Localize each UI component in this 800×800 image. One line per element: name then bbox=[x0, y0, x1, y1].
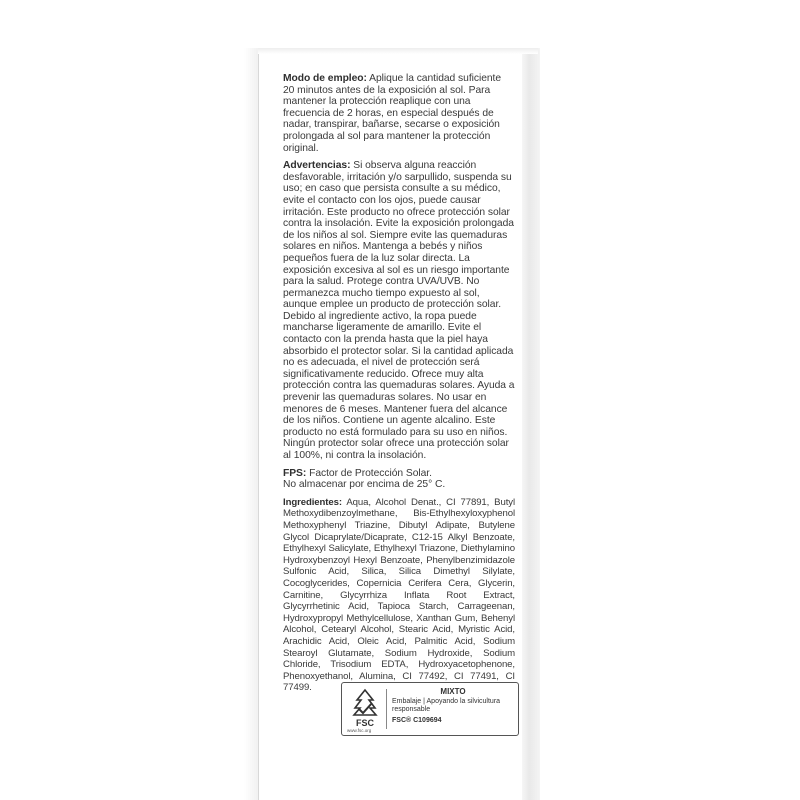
box-right-edge bbox=[522, 48, 540, 800]
fps-paragraph bbox=[283, 468, 515, 491]
fsc-logo-text: FSC bbox=[356, 718, 374, 728]
fsc-divider bbox=[386, 689, 387, 729]
fps-label: FPS: bbox=[283, 467, 307, 479]
box-top-edge bbox=[258, 48, 538, 54]
warnings-paragraph bbox=[283, 160, 515, 461]
storage-text: No almacenar por encima de 25° C. bbox=[283, 479, 446, 491]
ingredients-label: Ingredientes: bbox=[283, 496, 342, 508]
instructions-text: Aplique la cantidad suficiente 20 minutos antes de la exposición al sol. Para mantener la protección reaplique con una frecuencia de 2 horas, en especial después de nadar, transpirar, bañarse, secarse o exposición prolongada al sol para mantener la protección original. bbox=[283, 73, 502, 154]
fsc-certification-badge bbox=[341, 682, 519, 736]
fsc-url: www.fsc.org bbox=[347, 728, 372, 733]
label-copy bbox=[283, 73, 515, 700]
instructions-paragraph bbox=[283, 73, 515, 154]
instructions-label: Modo de empleo: bbox=[283, 73, 367, 84]
fsc-tree-checkmark-icon bbox=[348, 687, 382, 729]
fps-text: Factor de Protección Solar. bbox=[309, 467, 432, 479]
ingredients-paragraph bbox=[283, 497, 515, 694]
fsc-description: Embalaje | Apoyando la silvicultura responsable bbox=[392, 698, 501, 713]
warnings-text: Si observa alguna reacción desfavorable, irritación y/o sarpullido, suspenda su uso; en caso que persista consulte a su médico, evite el contacto con los ojos, puede causar irritación. Este producto no ofrece protección solar contra la insolación. Evite la exposición prolongada de los niños al sol. Siempre evite las quemaduras solares en niños. Mantenga a bebés y niños pequeños fuera de la luz solar directa. La exposición excesiva al sol es un riesgo importante para la salud. Protege contra UVA/UVB. No permanezca mucho tiempo expuesto al sol, aunque emplee un producto de protección solar. Debido al ingrediente activo, la ropa puede mancharse ligeramente de amarillo. Evite el contacto con la prenda hasta que la piel haya absorbido el protector solar. Si la cantidad aplicada no es adecuada, el nivel de protección será significativamente reducido. Ofrece muy alta protección contra las quemaduras solares. Ayuda a prevenir las quemaduras solares. No usar en menores de 6 meses. Mantener fuera del alcance de los niños. Contiene un agente alcalino. Este producto no está formulado para su uso en niños. Ningún protector solar ofrece una protección solar al 100%, ni contra la insolación. bbox=[283, 160, 515, 461]
fsc-text-block bbox=[392, 688, 514, 725]
fsc-title: MIXTO bbox=[440, 687, 466, 696]
box-left-edge bbox=[244, 48, 258, 800]
ingredients-text: Aqua, Alcohol Denat., CI 77891, Butyl Methoxydibenzoylmethane, Bis-Ethylhexyloxyphenol Methoxyphenyl Triazine, Dibutyl Adipate, Butylene Glycol Dicaprylate/Dicaprate, C12-15 Alkyl Benzoate, Ethylhexyl Salicylate, Ethylhexyl Triazone, Diethylamino Hydroxybenzoyl Hexyl Benzoate, Phenylbenzimidazole Sulfonic Acid, Silica, Silica Dimethyl Silylate, Cocoglycerides, Copernicia Cerifera Cera, Glycerin, Carnitine, Glycyrrhiza Inflata Root Extract, Glycyrrhetinic Acid, Tapioca Starch, Carrageenan, Hydroxypropyl Methylcellulose, Xanthan Gum, Behenyl Alcohol, Cetearyl Alcohol, Stearic Acid, Myristic Acid, Arachidic Acid, Oleic Acid, Palmitic Acid, Sodium Stearoyl Glutamate, Sodium Hydroxide, Sodium Chloride, Trisodium EDTA, Hydroxyacetophenone, Phenoxyethanol, Alumina, CI 77492, CI 77491, CI 77499. bbox=[283, 496, 515, 694]
fsc-code: FSC® C109694 bbox=[392, 717, 442, 724]
warnings-label: Advertencias: bbox=[283, 160, 351, 172]
